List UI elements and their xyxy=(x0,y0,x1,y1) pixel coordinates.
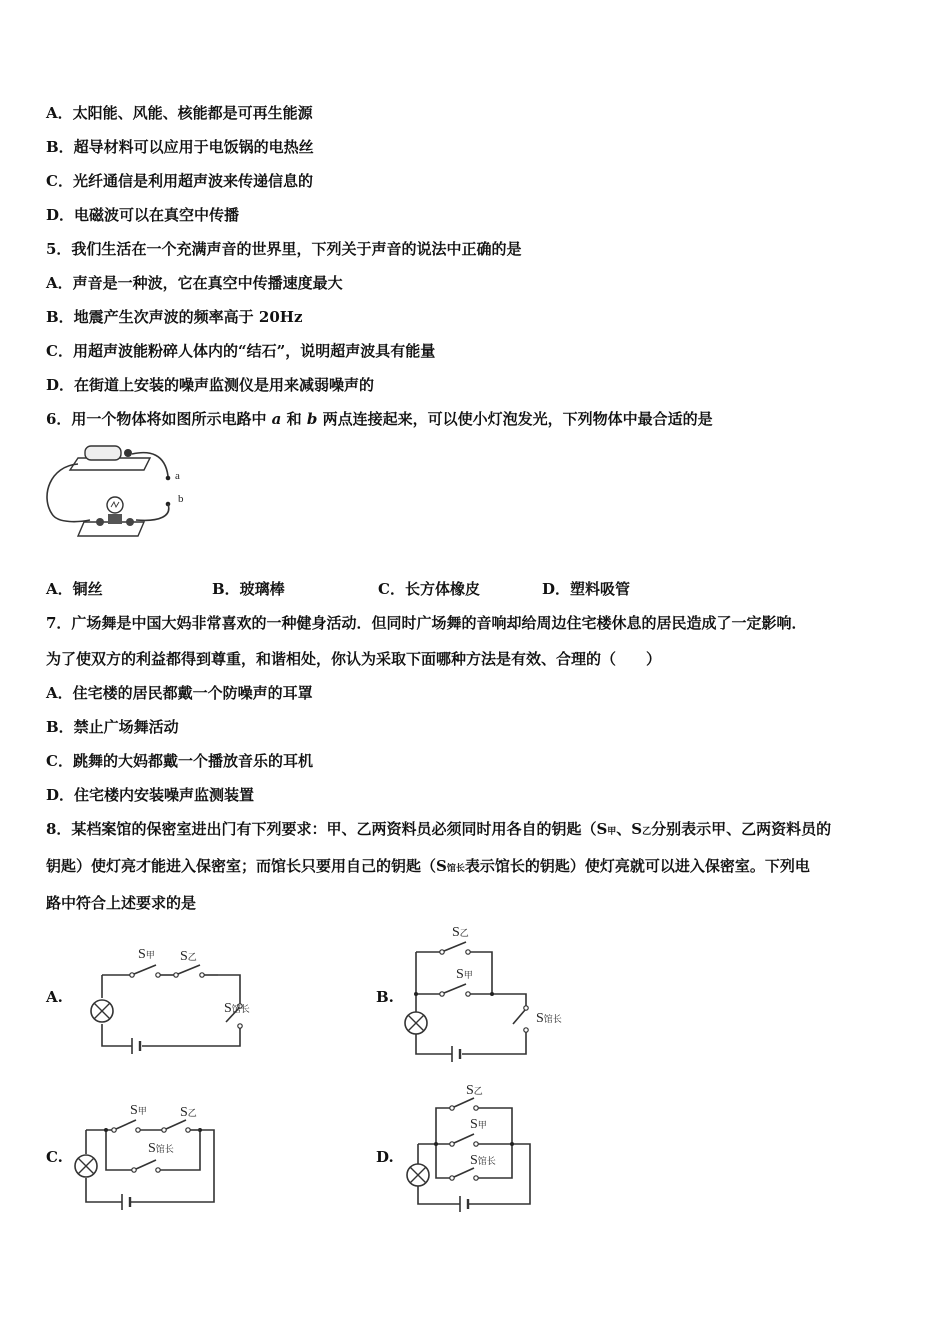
bulb-terminal-right xyxy=(126,518,134,526)
q4-option-c: C．光纤通信是利用超声波来传递信息的 xyxy=(46,172,313,190)
q8-line1-sub2: 乙 xyxy=(642,827,652,837)
label-s-yi: S乙 xyxy=(466,1083,483,1098)
q4-option-b: B．超导材料可以应用于电饭锅的电热丝 xyxy=(46,138,314,156)
label-s-guanzhang: S馆长 xyxy=(148,1141,174,1156)
q6-var-a: a xyxy=(271,410,282,428)
q8-line1-post: 分别表示甲、乙两资料员的 xyxy=(651,820,832,838)
q8-line2-pre: 钥匙）使灯亮才能进入保密室；而馆长只要用自己的钥匙（S xyxy=(46,857,447,875)
terminal-a xyxy=(166,476,171,481)
q8-stem-line3: 路中符合上述要求的是 xyxy=(46,894,197,912)
switch-yi xyxy=(444,942,466,951)
wire-from-b xyxy=(136,504,169,520)
q4-option-d: D．电磁波可以在真空中传播 xyxy=(46,206,240,224)
q5-option-b: B．地震产生次声波的频率高于 20Hz xyxy=(46,308,303,326)
q4-option-a: A．太阳能、风能、核能都是可再生能源 xyxy=(46,104,313,122)
q7-stem-line1: 7．广场舞是中国大妈非常喜欢的一种健身活动．但同时广场舞的音响却给周边住宅楼休息的居民造成了一定影响． xyxy=(46,614,807,632)
label-b: b xyxy=(178,493,184,505)
q8-stem-line1 xyxy=(46,818,831,839)
label-a: a xyxy=(175,470,180,482)
q8-line1-mid: 、S xyxy=(616,820,643,838)
q6-circuit-figure xyxy=(40,436,200,546)
q5-option-c: C．用超声波能粉碎人体内的“结石”，说明超声波具有能量 xyxy=(46,342,436,360)
q8-label-a: A. xyxy=(46,988,63,1006)
label-s-yi: S乙 xyxy=(180,949,197,964)
circuit-b xyxy=(400,920,590,1070)
switch-yi xyxy=(178,965,200,974)
switch-yi xyxy=(454,1098,474,1107)
label-s-guanzhang: S馆长 xyxy=(224,1001,250,1016)
switch-jia xyxy=(116,1120,136,1129)
circuit-c xyxy=(72,1096,232,1216)
q6-stem xyxy=(46,408,713,429)
label-s-yi: S乙 xyxy=(180,1105,197,1120)
q8-label-b: B. xyxy=(376,988,394,1006)
q7-option-b: B．禁止广场舞活动 xyxy=(46,718,179,736)
q6-stem-mid: 和 xyxy=(281,410,307,428)
label-s-guanzhang: S馆长 xyxy=(536,1011,562,1026)
q6-option-a: A．铜丝 xyxy=(46,580,103,598)
switch-guanzhang xyxy=(513,1010,525,1024)
q6-stem-pre: 6．用一个物体将如图所示电路中 xyxy=(46,410,272,428)
q8-label-c: C. xyxy=(46,1148,63,1166)
q5-option-a: A．声音是一种波，它在真空中传播速度最大 xyxy=(46,274,343,292)
q6-option-b: B．玻璃棒 xyxy=(212,580,285,598)
q5-option-d: D．在街道上安装的噪声监测仪是用来减弱噪声的 xyxy=(46,376,375,394)
q8-stem-line2 xyxy=(46,855,810,876)
bulb-base xyxy=(78,522,144,536)
battery-icon xyxy=(85,446,121,460)
q5-stem: 5．我们生活在一个充满声音的世界里，下列关于声音的说法中正确的是 xyxy=(46,240,522,258)
q7-option-d: D．住宅楼内安装噪声监测装置 xyxy=(46,786,255,804)
q8-line2-sub: 馆长 xyxy=(446,864,465,874)
bulb-socket xyxy=(108,514,122,524)
label-s-jia: S甲 xyxy=(470,1117,487,1132)
q6-option-d: D．塑料吸管 xyxy=(542,580,631,598)
bulb-terminal-left xyxy=(96,518,104,526)
switch-jia xyxy=(454,1134,474,1143)
left-wire xyxy=(47,464,90,522)
label-s-guanzhang: S馆长 xyxy=(470,1153,496,1168)
q7-stem-line2: 为了使双方的利益都得到尊重，和谐相处，你认为采取下面哪种方法是有效、合理的（ ） xyxy=(46,650,662,668)
q6-option-c: C．长方体橡皮 xyxy=(378,580,480,598)
q6-stem-post: 两点连接起来，可以使小灯泡发光，下列物体中最合适的是 xyxy=(317,410,713,428)
q8-line1-pre: 8．某档案馆的保密室进出门有下列要求：甲、乙两资料员必须同时用各自的钥匙（S xyxy=(46,820,608,838)
label-s-jia: S甲 xyxy=(138,947,155,962)
q6-var-b: b xyxy=(306,410,318,428)
switch-yi xyxy=(166,1120,186,1129)
circuit-d xyxy=(400,1078,560,1218)
battery-terminal xyxy=(124,449,132,457)
label-s-jia: S甲 xyxy=(130,1103,147,1118)
switch-jia xyxy=(444,984,466,993)
circuit-a xyxy=(80,940,250,1060)
label-s-yi: S乙 xyxy=(452,925,469,940)
q7-option-c: C．跳舞的大妈都戴一个播放音乐的耳机 xyxy=(46,752,313,770)
label-s-jia: S甲 xyxy=(456,967,473,982)
switch-jia xyxy=(134,965,156,974)
q8-line2-post: 表示馆长的钥匙）使灯亮就可以进入保密室。下列电 xyxy=(464,857,810,875)
switch-guanzhang xyxy=(454,1168,474,1177)
q7-option-a: A．住宅楼的居民都戴一个防噪声的耳罩 xyxy=(46,684,313,702)
switch-guanzhang xyxy=(136,1160,156,1169)
q8-line1-sub1: 甲 xyxy=(607,827,617,837)
q8-label-d: D. xyxy=(376,1148,394,1166)
